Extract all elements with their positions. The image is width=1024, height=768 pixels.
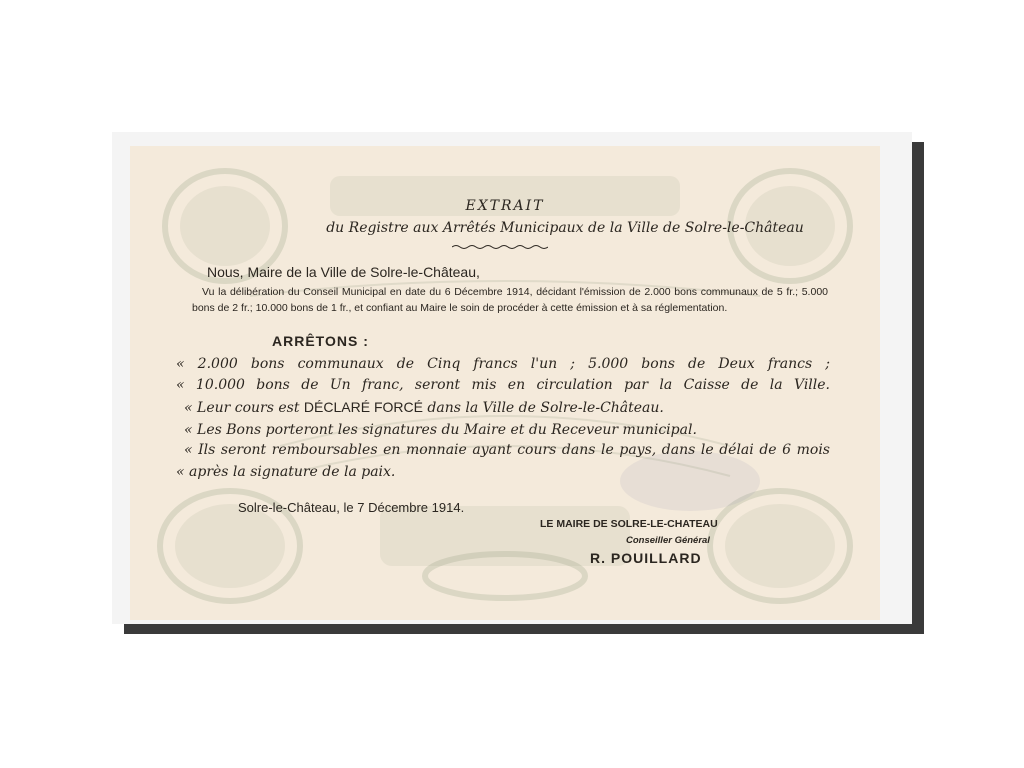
article-line-2: « 10.000 bons de Un franc, seront mis en circulation par la Caisse de la Ville. (176, 377, 830, 393)
signatory-title: Conseiller Général (626, 535, 710, 546)
banknote-reverse (130, 146, 880, 620)
article-line-6: « après la signature de la paix. (176, 464, 396, 480)
decree-heading: ARRÊTONS : (272, 333, 369, 349)
declared-forced-text: DÉCLARÉ FORCÉ (303, 399, 423, 415)
preamble: Nous, Maire de la Ville de Solre-le-Château, (207, 264, 480, 280)
article-line-4: « Les Bons porteront les signatures du Maire et du Receveur municipal. (184, 422, 697, 438)
document-title: EXTRAIT (465, 198, 545, 214)
place-and-date: Solre-le-Château, le 7 Décembre 1914. (238, 500, 465, 515)
article-line-3-end: dans la Ville de Solre-le-Château. (422, 400, 664, 416)
article-line-3-start: « Leur cours est (184, 400, 304, 416)
signatory-name: R. POUILLARD (590, 550, 702, 566)
considerant-paragraph: Vu la délibération du Conseil Municipal en date du 6 Décembre 1914, décidant l'émission de 2.000 bons communaux de 5 fr.; 5.000 bons de 2 fr.; 10.000 bons de 1 fr., et confiant au Maire le soin de procéder à cette émission et à sa réglementation. (192, 286, 828, 314)
article-line-3 (184, 399, 838, 416)
article-line-5: « Ils seront remboursables en monnaie ayant cours dans le pays, dans le délai de 6 mois (184, 442, 830, 458)
title-flourish (452, 244, 548, 250)
article-line-1: « 2.000 bons communaux de Cinq francs l'un ; 5.000 bons de Deux francs ; (176, 356, 830, 372)
document-subtitle: du Registre aux Arrêtés Municipaux de la Ville de Solre-le-Château (326, 220, 804, 236)
signatory-office: LE MAIRE DE SOLRE-LE-CHATEAU (540, 518, 718, 530)
